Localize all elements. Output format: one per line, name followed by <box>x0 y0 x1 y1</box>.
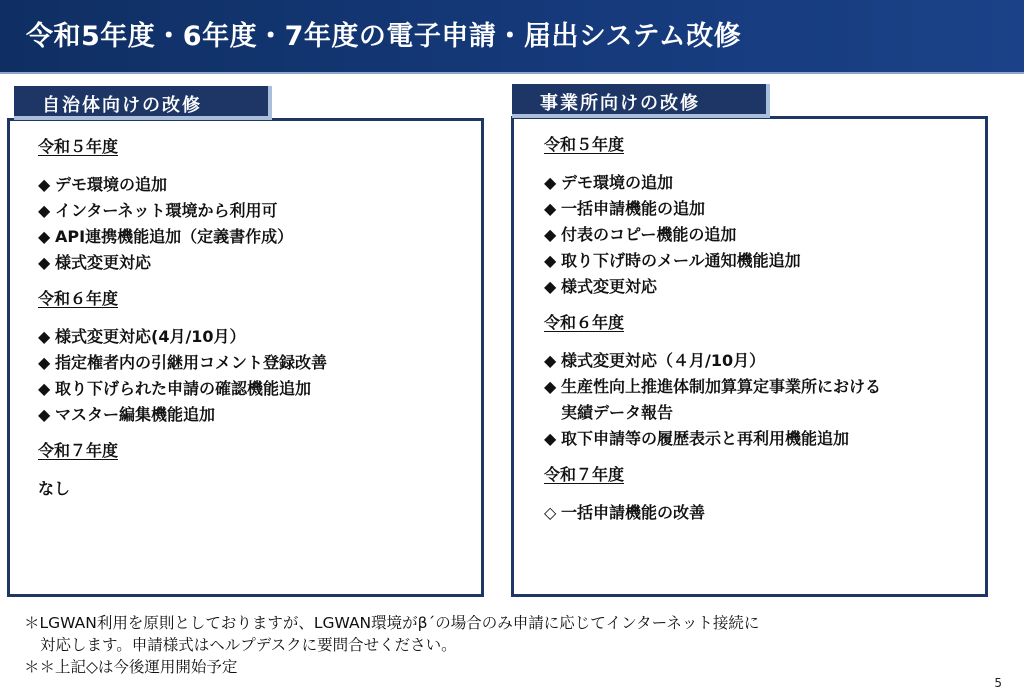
list-item-text: 一括申請機能の追加 <box>561 199 706 218</box>
diamond-bullet-icon: ◆ <box>38 201 51 220</box>
list-item-text: 指定権者内の引継用コメント登録改善 <box>55 353 328 372</box>
list-item <box>38 402 327 428</box>
list-item-text: 付表のコピー機能の追加 <box>561 225 737 244</box>
diamond-bullet-icon: ◆ <box>544 277 557 296</box>
list-item <box>544 222 881 248</box>
list-item <box>544 500 881 526</box>
list-item <box>544 248 881 274</box>
list-item <box>38 172 327 198</box>
item-list <box>544 170 881 300</box>
municipality-tab-label: 自治体向けの改修 <box>14 86 272 120</box>
list-item <box>38 224 327 250</box>
list-item <box>38 376 327 402</box>
business-content <box>544 132 881 536</box>
fiscal-year-heading: 令和７年度 <box>38 441 119 460</box>
list-item-text: デモ環境の追加 <box>55 175 168 194</box>
fiscal-year-heading: 令和７年度 <box>544 465 625 484</box>
list-item-text: 一括申請機能の改善 <box>561 503 706 522</box>
municipality-content <box>38 134 327 502</box>
list-item-text: 取下申請等の履歴表示と再利用機能追加 <box>561 429 850 448</box>
list-item <box>544 400 881 426</box>
list-item <box>544 274 881 300</box>
diamond-bullet-icon: ◆ <box>38 327 51 346</box>
list-item <box>544 196 881 222</box>
fiscal-year-heading: 令和６年度 <box>38 289 119 308</box>
footnote-1: ＊LGWAN利用を原則としておりますが、LGWAN環境がβ´の場合のみ申請に応じてインターネット接続に <box>24 614 760 632</box>
list-item-text: 様式変更対応（４月/10月） <box>561 351 766 370</box>
diamond-bullet-icon: ◆ <box>38 379 51 398</box>
list-item-text: 様式変更対応(4月/10月） <box>55 327 246 346</box>
list-item <box>38 350 327 376</box>
list-item <box>38 198 327 224</box>
diamond-bullet-icon: ◆ <box>544 429 557 448</box>
list-item <box>544 374 881 400</box>
list-item-text: 様式変更対応 <box>561 277 658 296</box>
fiscal-year-heading: 令和６年度 <box>544 313 625 332</box>
item-list <box>38 172 327 276</box>
diamond-bullet-icon: ◆ <box>544 377 557 396</box>
list-item-text: API連携機能追加（定義書作成） <box>55 227 294 246</box>
diamond-bullet-icon: ◆ <box>38 227 51 246</box>
item-list <box>544 348 881 452</box>
diamond-bullet-icon: ◆ <box>38 405 51 424</box>
page-number: 5 <box>994 676 1002 690</box>
diamond-bullet-icon: ◆ <box>544 173 557 192</box>
fiscal-year-heading: 令和５年度 <box>38 137 119 156</box>
fiscal-year-heading: 令和５年度 <box>544 135 625 154</box>
slide-title: 令和5年度・6年度・7年度の電子申請・届出システム改修 <box>26 21 742 52</box>
none-text: なし <box>38 479 71 498</box>
list-item-text: 取り下げられた申請の確認機能追加 <box>55 379 312 398</box>
diamond-bullet-icon: ◆ <box>544 251 557 270</box>
item-list <box>544 500 881 526</box>
list-item <box>38 250 327 276</box>
list-item-text: 取り下げ時のメール通知機能追加 <box>561 251 801 270</box>
diamond-bullet-icon: ◆ <box>544 225 557 244</box>
list-item-text: 様式変更対応 <box>55 253 152 272</box>
list-item-text: マスター編集機能追加 <box>55 405 216 424</box>
footnotes <box>24 612 759 678</box>
diamond-bullet-icon: ◆ <box>38 253 51 272</box>
footnote-2: ＊＊上記◇は今後運用開始予定 <box>24 658 238 676</box>
list-item <box>38 324 327 350</box>
list-item-text: インターネット環境から利用可 <box>55 201 278 220</box>
diamond-bullet-icon: ◆ <box>544 351 557 370</box>
footnote-1-continued: 対応します。申請様式はヘルプデスクに要問合せください。 <box>40 636 457 654</box>
diamond-bullet-icon: ◆ <box>38 175 51 194</box>
diamond-bullet-icon: ◆ <box>544 199 557 218</box>
list-item-text: 生産性向上推進体制加算算定事業所における <box>561 377 882 396</box>
list-item <box>544 170 881 196</box>
list-item-text: 実績データ報告 <box>561 403 674 422</box>
title-bar <box>0 0 1024 74</box>
list-item <box>544 426 881 452</box>
list-item <box>544 348 881 374</box>
item-list <box>38 324 327 428</box>
business-tab-label: 事業所向けの改修 <box>512 84 770 118</box>
hollow-diamond-bullet-icon: ◇ <box>544 503 557 522</box>
list-item-text: デモ環境の追加 <box>561 173 674 192</box>
diamond-bullet-icon: ◆ <box>38 353 51 372</box>
